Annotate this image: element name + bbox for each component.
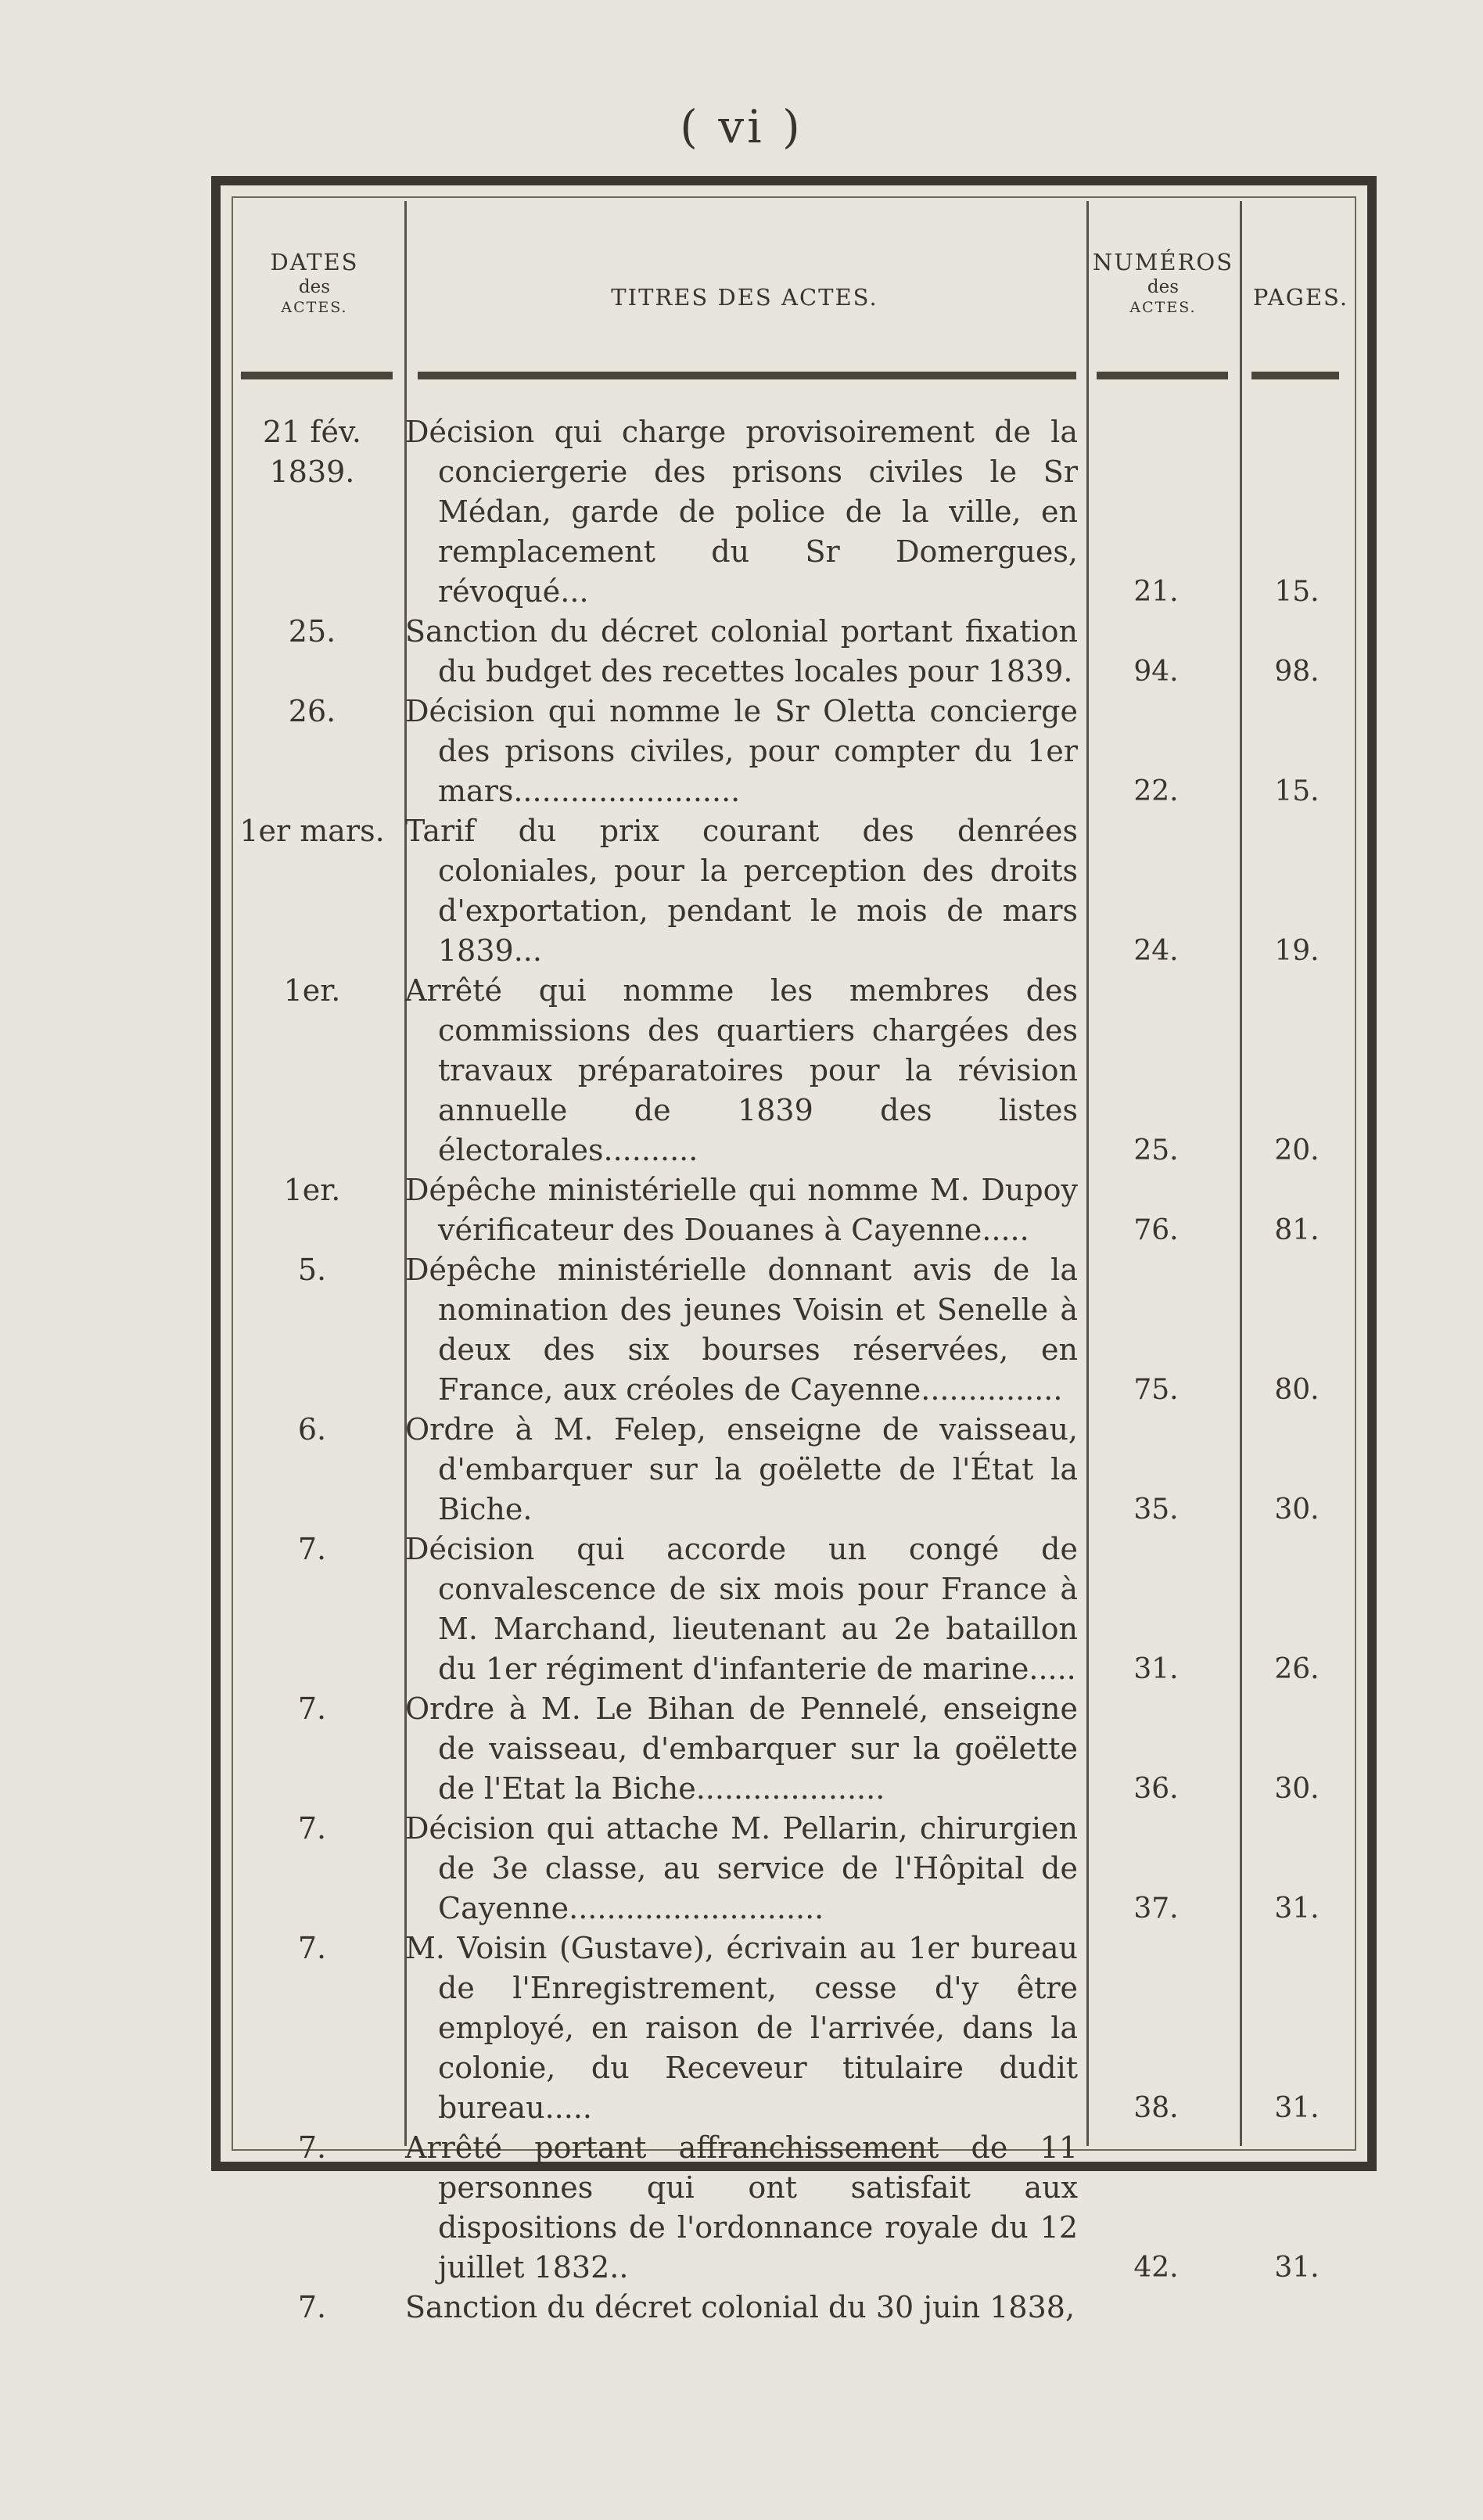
table-row bbox=[221, 612, 1364, 692]
table-frame bbox=[211, 176, 1377, 2324]
row-date: 1er. bbox=[283, 1173, 341, 1207]
table-row bbox=[221, 2288, 1364, 2328]
table-row bbox=[221, 1689, 1364, 1809]
row-date: 6. bbox=[297, 1412, 327, 1447]
row-number: 76. bbox=[1133, 1214, 1179, 1246]
row-number: 38. bbox=[1133, 2092, 1179, 2124]
header-pages: PAGES. bbox=[1252, 284, 1349, 311]
row-title: Décision qui accorde un congé de convalescence de six mois pour France à M. Marchand, lieutenant au 2e bataillon du 1er régiment d'infanterie de marine..... bbox=[405, 1532, 1078, 1686]
table-row bbox=[221, 1170, 1364, 1250]
row-page: 31. bbox=[1274, 2092, 1320, 2124]
header-dates: DATES des ACTES. bbox=[270, 249, 359, 316]
row-title: Arrêté qui nomme les membres des commissions des quartiers chargées des travaux préparatoires pour la révision annuelle de 1839 des listes électorales.......... bbox=[405, 973, 1078, 1167]
row-title: Décision qui nomme le Sr Oletta concierge des prisons civiles, pour compter du 1er mars........................ bbox=[405, 694, 1078, 808]
row-date: 7. bbox=[297, 1811, 327, 1846]
table-row bbox=[221, 1410, 1364, 1530]
table-body bbox=[221, 412, 1364, 2328]
header-titles: TITRES DES ACTES. bbox=[611, 284, 878, 311]
row-number: 31. bbox=[1133, 1653, 1179, 1685]
header-rule bbox=[241, 372, 393, 379]
row-page: 98. bbox=[1274, 656, 1320, 688]
table-row bbox=[221, 1530, 1364, 1689]
row-number bbox=[1078, 2288, 1234, 2328]
row-date: 7. bbox=[297, 1532, 327, 1566]
row-page: 30. bbox=[1274, 1494, 1320, 1526]
row-number: 36. bbox=[1133, 1773, 1179, 1805]
row-date: 1er. bbox=[283, 973, 341, 1008]
row-date: 5. bbox=[297, 1253, 327, 1287]
row-title: Décision qui attache M. Pellarin, chirurgien de 3e classe, au service de l'Hôpital de Cayenne........................... bbox=[405, 1811, 1078, 1925]
row-number: 21. bbox=[1133, 576, 1179, 608]
row-page: 26. bbox=[1274, 1653, 1320, 1685]
row-title: Décision qui charge provisoirement de la conciergerie des prisons civiles le Sr Médan, garde de police de la ville, en remplacement du Sr Domergues, révoqué... bbox=[405, 415, 1078, 609]
table-row bbox=[221, 1250, 1364, 1410]
row-title: Sanction du décret colonial du 30 juin 1838, bbox=[405, 2290, 1075, 2324]
table-row bbox=[221, 1809, 1364, 1929]
row-page: 31. bbox=[1274, 2252, 1320, 2284]
page-number: ( vi ) bbox=[680, 100, 803, 153]
row-title: Ordre à M. Felep, enseigne de vaisseau, d'embarquer sur la goëlette de l'État la Biche. bbox=[405, 1412, 1078, 1526]
row-page: 15. bbox=[1274, 775, 1320, 807]
row-page: 19. bbox=[1274, 935, 1320, 967]
row-page: 30. bbox=[1274, 1773, 1320, 1805]
row-number: 25. bbox=[1133, 1134, 1179, 1167]
row-page bbox=[1234, 2288, 1359, 2328]
row-title: Tarif du prix courant des denrées coloniales, pour la perception des droits d'exportation, pendant le mois de mars 1839... bbox=[405, 814, 1078, 968]
header-rule bbox=[1251, 372, 1339, 379]
row-number: 22. bbox=[1133, 775, 1179, 807]
header-rule bbox=[1097, 372, 1228, 379]
row-number: 24. bbox=[1133, 935, 1179, 967]
row-page: 81. bbox=[1274, 1214, 1320, 1246]
row-number: 35. bbox=[1133, 1494, 1179, 1526]
row-date: 7. bbox=[297, 1931, 327, 1965]
row-page: 15. bbox=[1274, 576, 1320, 608]
table-row bbox=[221, 692, 1364, 811]
row-page: 31. bbox=[1274, 1893, 1320, 1925]
row-number: 37. bbox=[1133, 1893, 1179, 1925]
row-page: 20. bbox=[1274, 1134, 1320, 1167]
header-numbers: NUMÉROS des ACTES. bbox=[1092, 249, 1234, 316]
row-number: 94. bbox=[1133, 656, 1179, 688]
row-date: 7. bbox=[297, 2290, 327, 2324]
table-row bbox=[221, 971, 1364, 1170]
table-row bbox=[221, 2128, 1364, 2288]
row-title: Ordre à M. Le Bihan de Pennelé, enseigne de vaisseau, d'embarquer sur la goëlette de l'Etat la Biche.................... bbox=[405, 1691, 1078, 1806]
row-title: Dépêche ministérielle donnant avis de la nomination des jeunes Voisin et Senelle à deux des six bourses réservées, en France, aux créoles de Cayenne............... bbox=[405, 1253, 1078, 1407]
row-title: Sanction du décret colonial portant fixation du budget des recettes locales pour 1839. bbox=[405, 614, 1078, 688]
row-title: Arrêté portant affranchissement de 11 personnes qui ont satisfait aux dispositions de l'ordonnance royale du 12 juillet 1832.. bbox=[405, 2130, 1078, 2285]
row-title: M. Voisin (Gustave), écrivain au 1er bureau de l'Enregistrement, cesse d'y être employé, en raison de l'arrivée, dans la colonie, du Receveur titulaire dudit bureau..... bbox=[405, 1931, 1078, 2125]
table-row bbox=[221, 1929, 1364, 2128]
header-rule bbox=[418, 372, 1076, 379]
row-date: 25. bbox=[288, 614, 336, 649]
row-title: Dépêche ministérielle qui nomme M. Dupoy vérificateur des Douanes à Cayenne..... bbox=[405, 1173, 1078, 1247]
row-date: 7. bbox=[297, 1691, 327, 1726]
row-number: 75. bbox=[1133, 1374, 1179, 1406]
row-number: 42. bbox=[1133, 2252, 1179, 2284]
row-page: 80. bbox=[1274, 1374, 1320, 1406]
table-row bbox=[221, 412, 1364, 612]
row-date: 26. bbox=[288, 694, 336, 728]
row-date: 21 fév. 1839. bbox=[262, 415, 362, 489]
table-row bbox=[221, 811, 1364, 971]
row-date: 7. bbox=[297, 2130, 327, 2165]
row-date: 1er mars. bbox=[239, 814, 385, 848]
